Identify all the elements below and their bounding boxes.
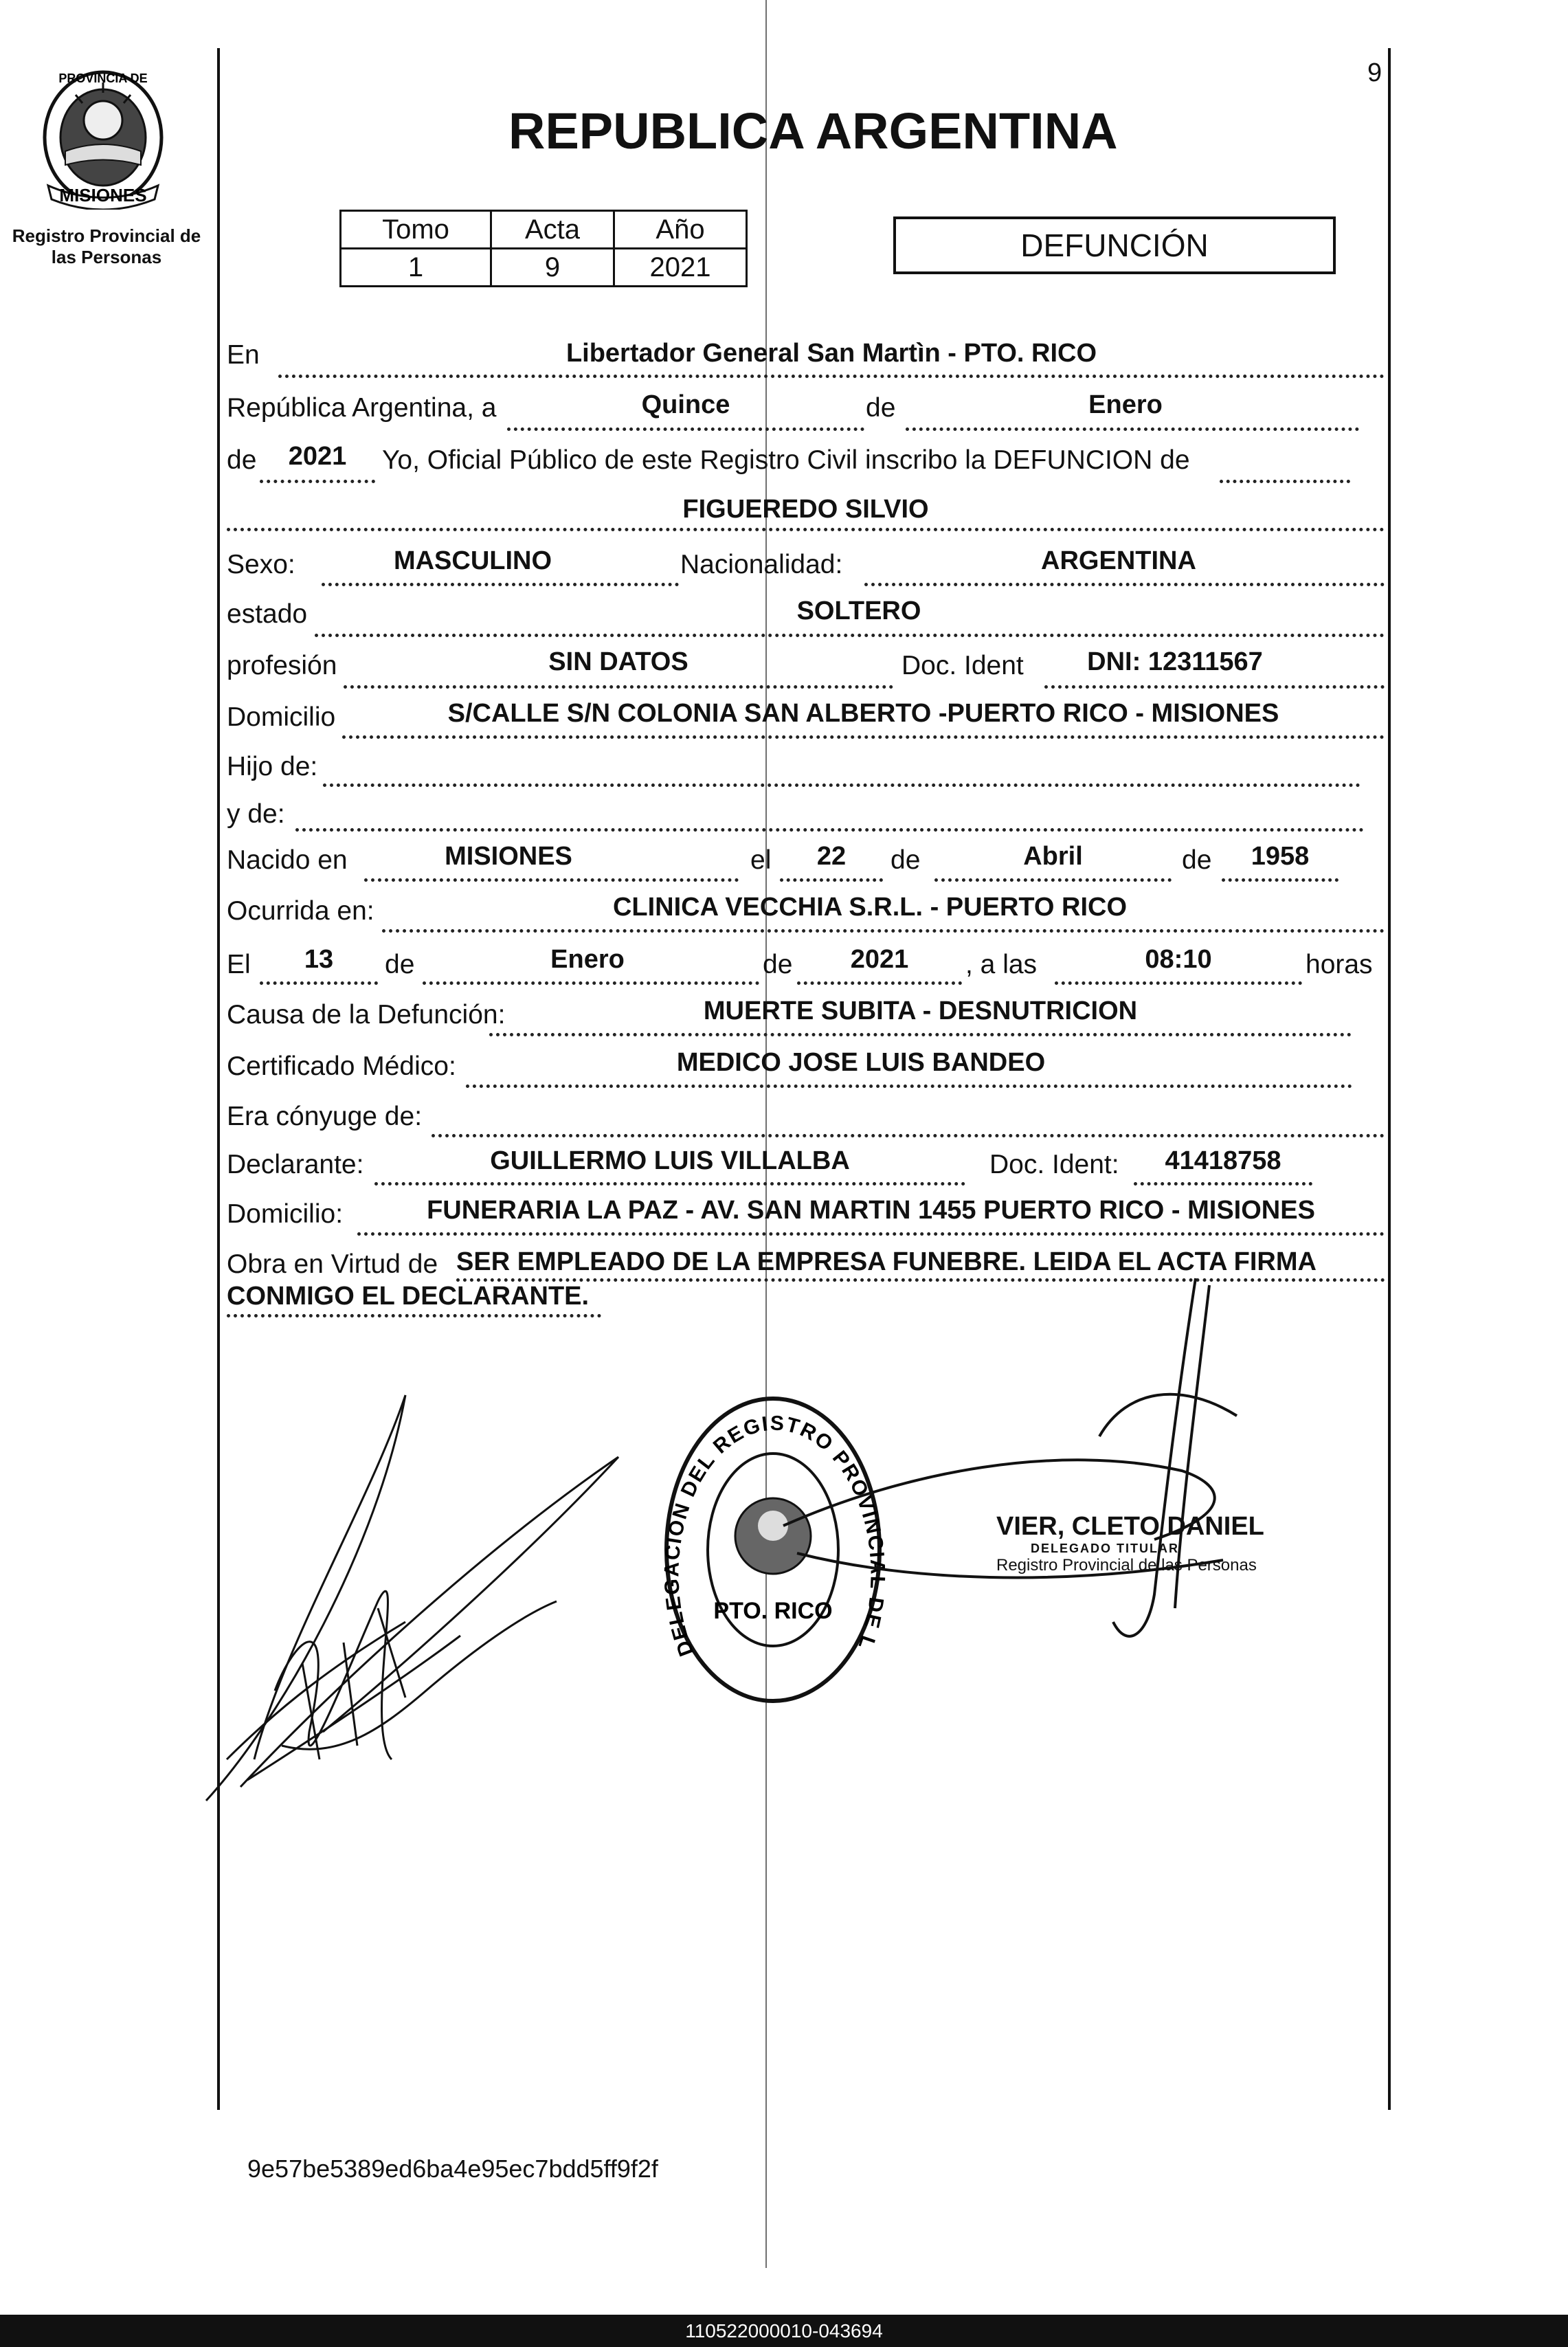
value-birth-year: 1958 <box>1251 842 1310 871</box>
record-type-box: DEFUNCIÓN <box>893 216 1336 274</box>
label-doc-ident: Doc. Ident <box>901 651 1024 680</box>
document-hash: 9e57be5389ed6ba4e95ec7bdd5ff9f2f <box>247 2155 658 2183</box>
dots-death-month <box>423 981 759 985</box>
value-day: Quince <box>641 390 730 419</box>
dots-birth-month <box>934 878 1172 882</box>
dots-birth-year <box>1222 878 1339 882</box>
label-sexo: Sexo: <box>227 550 295 579</box>
value-tomo: 1 <box>341 249 491 287</box>
value-ocurrida: CLINICA VECCHIA S.R.L. - PUERTO RICO <box>612 893 1128 922</box>
dots-nacionalidad <box>864 583 1385 586</box>
value-obra-line2: CONMIGO EL DECLARANTE. <box>227 1282 590 1311</box>
dots-hijo <box>323 783 1360 787</box>
value-domicilio: S/CALLE S/N COLONIA SAN ALBERTO -PUERTO RICO - MISIONES <box>447 699 1279 728</box>
record-table <box>339 210 748 287</box>
label-profesion: profesión <box>227 651 337 680</box>
value-estado: SOLTERO <box>796 597 921 625</box>
dots-en <box>278 375 1385 378</box>
label-obra: Obra en Virtud de <box>227 1249 438 1279</box>
value-acta: 9 <box>491 249 614 287</box>
stamp-office: Registro Provincial de las Personas <box>996 1556 1257 1575</box>
dots-yde <box>295 828 1364 832</box>
dots-birth-day <box>780 878 883 882</box>
label-republica: República Argentina, a <box>227 393 497 423</box>
dots-day <box>507 427 864 431</box>
dots-name <box>227 528 1385 531</box>
dots-conyuge <box>432 1134 1385 1137</box>
dots-certificado <box>466 1084 1352 1088</box>
label-nacionalidad: Nacionalidad: <box>680 550 843 579</box>
label-ocurrida: Ocurrida en: <box>227 896 374 926</box>
value-causa: MUERTE SUBITA - DESNUTRICION <box>703 997 1138 1025</box>
value-en: Libertador General San Martìn - PTO. RICO <box>565 339 1097 368</box>
value-doc: DNI: 12311567 <box>1087 647 1263 676</box>
label-yde: y de: <box>227 799 285 829</box>
header-tomo: Tomo <box>341 211 491 249</box>
footer-code: 110522000010-043694 <box>685 2320 883 2342</box>
label-certificado: Certificado Médico: <box>227 1052 456 1081</box>
label-estado: estado <box>227 599 308 629</box>
page-number: 9 <box>1367 58 1382 87</box>
value-death-time: 08:10 <box>1145 945 1212 974</box>
value-month: Enero <box>1088 390 1163 419</box>
dots-year <box>260 480 375 483</box>
stamp-name: VIER, CLETO DANIEL <box>996 1512 1264 1541</box>
officer-signature <box>770 1265 1251 1691</box>
dots-doc <box>1044 685 1385 689</box>
dots-estado <box>315 634 1385 637</box>
value-ano: 2021 <box>614 249 747 287</box>
logo-ring-text: PROVINCIA DE <box>58 71 148 85</box>
label-de-year: de <box>227 445 257 475</box>
header-ano: Año <box>614 211 747 249</box>
label-domicilio2: Domicilio: <box>227 1199 344 1229</box>
header-acta: Acta <box>491 211 614 249</box>
dots-profesion <box>344 685 893 689</box>
value-nacido: MISIONES <box>445 842 572 871</box>
dots-ocurrida <box>382 929 1385 933</box>
dots-doc2 <box>1134 1182 1312 1186</box>
label-death-de1: de <box>385 950 415 979</box>
value-death-year: 2021 <box>850 945 909 974</box>
label-death-de2: de <box>763 950 793 979</box>
registry-label <box>7 225 206 268</box>
footer-bar <box>0 2315 1568 2347</box>
dots-causa <box>489 1033 1352 1036</box>
stamp-role: DELEGADO TITULAR <box>1031 1542 1179 1555</box>
dots-domicilio2 <box>357 1232 1385 1236</box>
dots-oficial-end <box>1220 480 1350 483</box>
value-doc2: 41418758 <box>1165 1146 1281 1175</box>
label-el2: El <box>227 950 251 979</box>
label-causa: Causa de la Defunción: <box>227 1000 506 1030</box>
registry-label-line1: Registro Provincial de <box>12 225 201 246</box>
value-name: FIGUEREDO SILVIO <box>682 495 929 524</box>
label-declarante: Declarante: <box>227 1150 364 1179</box>
dots-obra2 <box>227 1314 601 1317</box>
declarant-signature <box>199 1375 653 1814</box>
label-de-month: de <box>866 393 896 423</box>
value-declarante: GUILLERMO LUIS VILLALBA <box>490 1146 850 1175</box>
label-domicilio: Domicilio <box>227 702 336 732</box>
label-el: el <box>750 845 772 875</box>
dots-domicilio <box>342 735 1385 739</box>
page-title: REPUBLICA ARGENTINA <box>508 102 1118 159</box>
seal-outer-text: DELEGACION DEL REGISTRO PROVINCI DE L <box>660 1412 886 1660</box>
label-birth-de1: de <box>891 845 921 875</box>
value-nacionalidad: ARGENTINA <box>1041 546 1196 575</box>
value-death-month: Enero <box>550 945 625 974</box>
label-horas: horas <box>1306 950 1373 979</box>
value-sexo: MASCULINO <box>393 546 552 575</box>
dots-month <box>906 427 1359 431</box>
seal-inner-text: PTO. RICO <box>713 1598 833 1624</box>
label-nacido: Nacido en <box>227 845 348 875</box>
value-obra-line1: SER EMPLEADO DE LA EMPRESA FUNEBRE. LEIDA EL ACTA FIRMA <box>456 1247 1317 1276</box>
label-birth-de2: de <box>1182 845 1212 875</box>
value-year: 2021 <box>288 442 347 471</box>
value-birth-month: Abril <box>1023 842 1083 871</box>
oficial-text: Yo, Oficial Público de este Registro Civil inscribo la DEFUNCION de <box>382 445 1190 475</box>
value-certificado: MEDICO JOSE LUIS BANDEO <box>676 1048 1046 1077</box>
value-domicilio2: FUNERARIA LA PAZ - AV. SAN MARTIN 1455 PUERTO RICO - MISIONES <box>427 1196 1315 1225</box>
label-en: En <box>227 340 260 370</box>
dots-death-time <box>1055 981 1302 985</box>
dots-sexo <box>322 583 679 586</box>
misiones-logo <box>34 62 172 210</box>
dots-nacido <box>364 878 739 882</box>
label-conyuge: Era cónyuge de: <box>227 1102 423 1131</box>
official-stamp <box>996 1512 1264 1575</box>
dots-declarante <box>374 1182 965 1186</box>
value-profesion: SIN DATOS <box>548 647 688 676</box>
dots-death-day <box>260 981 378 985</box>
value-death-day: 13 <box>304 945 334 974</box>
dots-death-year <box>797 981 962 985</box>
value-birth-day: 22 <box>816 842 847 871</box>
logo-banner-text: MISIONES <box>59 185 147 205</box>
label-hijo: Hijo de: <box>227 752 318 781</box>
registry-label-line2: las Personas <box>51 247 162 267</box>
label-alas: , a las <box>965 950 1038 979</box>
right-border-line <box>1388 48 1391 2110</box>
label-doc2: Doc. Ident: <box>989 1150 1119 1179</box>
